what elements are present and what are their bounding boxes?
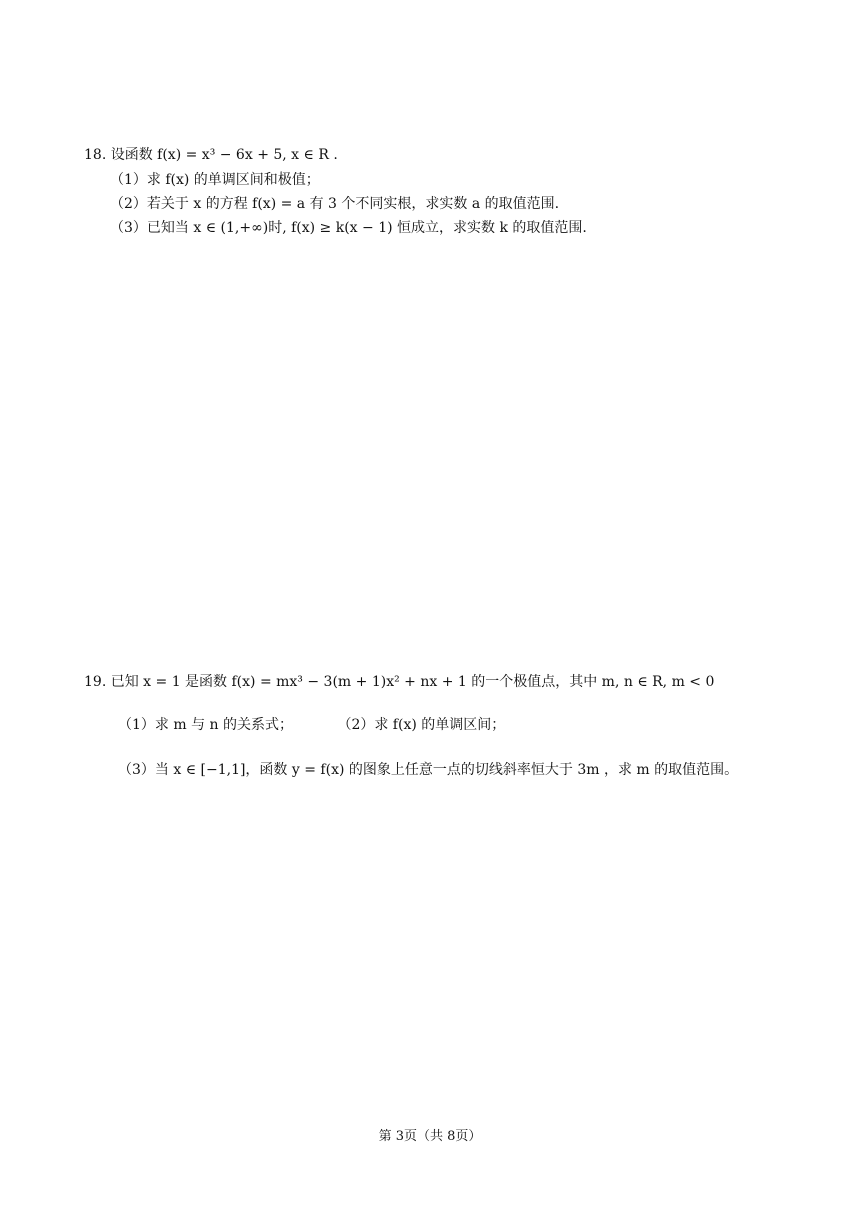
problem-19-parts-1-2 (118, 715, 505, 735)
problem-19-title: 19. 已知 x = 1 是函数 f(x) = mx³ − 3(m + 1)x² + nx + 1 的一个极值点，其中 m, n ∈ R, m < 0 (84, 674, 715, 690)
problem-18-title: 18. 设函数 f(x) = x³ − 6x + 5, x ∈ R . (84, 147, 338, 163)
problem-19-part-2: （2）求 f(x) 的单调区间； (337, 717, 506, 733)
problem-19-part-3: （3）当 x ∈ [−1,1]，函数 y = f(x) 的图象上任意一点的切线斜率恒大于 3m ，求 m 的取值范围。 (118, 762, 739, 778)
problem-18-part-3: （3）已知当 x ∈ (1,+∞)时, f(x) ≥ k(x − 1) 恒成立，求实数 k 的取值范围. (110, 220, 587, 236)
problem-18-part-1: （1）求 f(x) 的单调区间和极值； (110, 172, 320, 188)
problem-19-part-1: （1）求 m 与 n 的关系式； (118, 717, 293, 733)
problem-18-part-2: （2）若关于 x 的方程 f(x) = a 有 3 个不同实根，求实数 a 的取值范围. (110, 196, 560, 212)
page-footer: 第 3页（共 8页） (378, 1129, 482, 1144)
